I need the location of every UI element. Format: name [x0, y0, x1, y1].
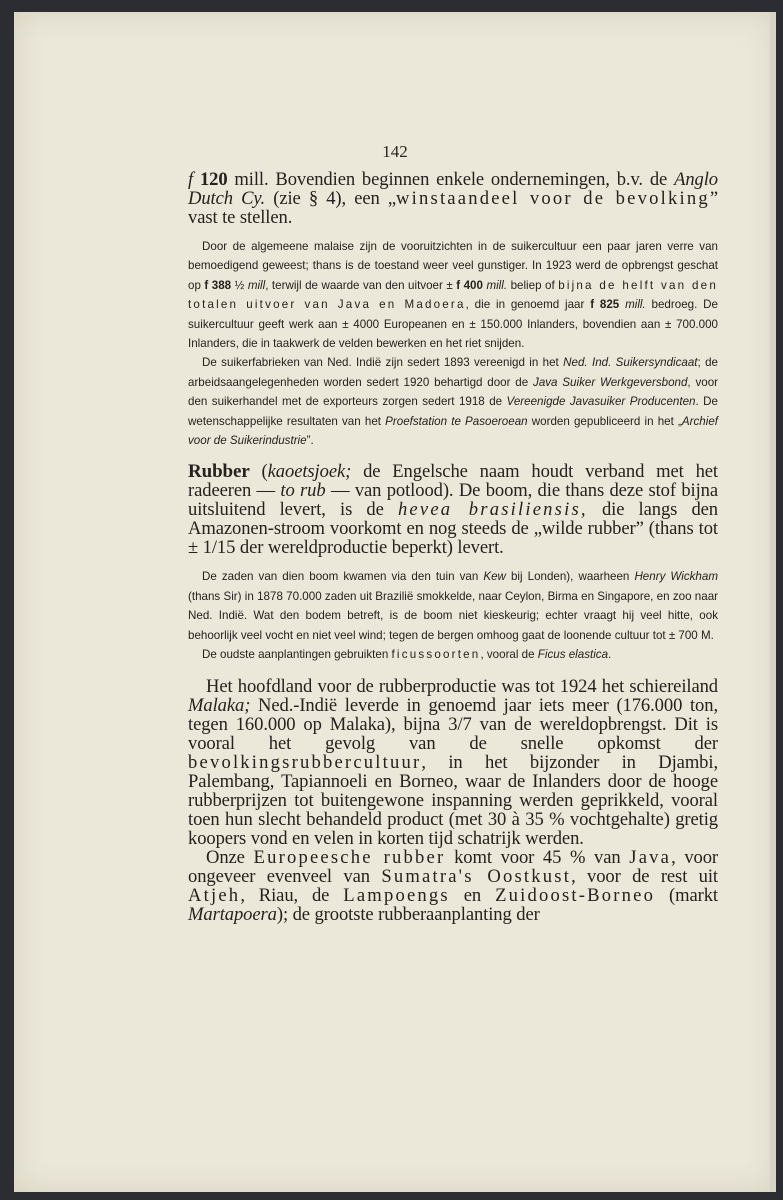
section-heading-rubber: Rubber — [188, 461, 250, 483]
book-page — [14, 12, 776, 1192]
page-number: 142 — [382, 142, 408, 161]
paragraph-rubber-seeds: De zaden van dien boom kwamen via den tuin van Kew bij Londen), waarheen Henry Wickham (thans Sir) in 1878 70.000 zaden uit Brazilië smokkelde, naar Ceylon, Birma en Singapore, en zoo naar Ned. Indië. Wat den bodem betreft, is de boom niet kieskeurig; echter vraagt hij veel hitte, ook behoorlijk veel vocht en niet veel wind; tegen de bergen omhoog gaat de loonende cultuur tot ± 700 M. — [188, 570, 718, 642]
page-text-column — [188, 170, 718, 924]
paragraph-sugar-syndicate: De suikerfabrieken van Ned. Indië zijn sedert 1893 vereenigd in het Ned. Ind. Suikersyndicaat; de arbeidsaangelegenheden worden sedert 1920 behartigd door de Java Suiker Werkgeversbond, voor den suikerhandel met de exporteurs zorgen sedert 1918 de Vereenigde Javasuiker Producenten. De wetenschappelijke resultaten van het Proefstation te Pasoeroean worden gepubliceerd in het „Archief voor de Suikerindustrie”. — [188, 356, 719, 448]
paragraph-sugar-export-value: f 120 mill. Bovendien beginnen enkele ondernemingen, b.v. de Anglo Dutch Cy. (zie § 4), een „winstaandeel voor de bevolking” vast te stellen. — [188, 169, 718, 228]
paragraph-sugar-malaise: Door de algemeene malaise zijn de vooruitzichten in de suikercultuur een paar jaren verre van bemoedigend geweest; thans is de toestand weer veel gunstiger. In 1923 werd de opbrengst geschat op f 388 ½ mill, terwijl de waarde van den uitvoer ± f 400 mill. beliep of bijna de helft van den totalen uitvoer van Java en Madoera, die in genoemd jaar f 825 mill. bedroeg. De suikercultuur geeft werk aan ± 4000 Europeanen en ± 150.000 Inlanders, bovendien aan ± 700.000 Inlanders, die in taakwerk de velden bewerken en het riet snijden. — [188, 240, 718, 351]
paragraph-european-rubber: Onze Europeesche rubber komt voor 45 % van Java, voor ongeveer evenveel van Sumatra's Oostkust, voor de rest uit Atjeh, Riau, de Lampoengs en Zuidoost-Borneo (markt Martapoera); de grootste rubberaanplanting der — [188, 846, 719, 925]
paragraph-ficus: De oudste aanplantingen gebruikten ficussoorten, vooral de Ficus elastica. — [202, 648, 612, 662]
paragraph-rubber-intro: Rubber (kaoetsjoek; de Engelsche naam houdt verband met het radeeren — to rub — van potlood). De boom, die thans deze stof bijna uitsluitend levert, is de hevea brasiliensis, die langs den Amazonen-stroom voorkomt en nog steeds de „wilde rubber” (thans tot ± 1/15 der wereldproductie beperkt) levert. — [188, 461, 719, 559]
paragraph-rubber-production: Het hoofdland voor de rubberproductie was tot 1924 het schiereiland Malaka; Ned.-Indië leverde in genoemd jaar iets meer (176.000 ton, tegen 160.000 op Malaka), bijna 3/7 van de wereldopbrengst. Dit is vooral het gevolg van de snelle opkomst der bevolkingsrubbercultuur, in het bijzonder in Djambi, Palembang, Tapiannoeli en Borneo, waar de Inlanders door de hooge rubberprijzen tot buitengewone inspanning werden geprikkeld, vooral toen hun slecht behandeld product (met 30 à 35 % vochtgehalte) gretig koopers vond en velen in korten tijd schatrijk werden. — [188, 675, 718, 849]
page-edge — [770, 12, 776, 1192]
